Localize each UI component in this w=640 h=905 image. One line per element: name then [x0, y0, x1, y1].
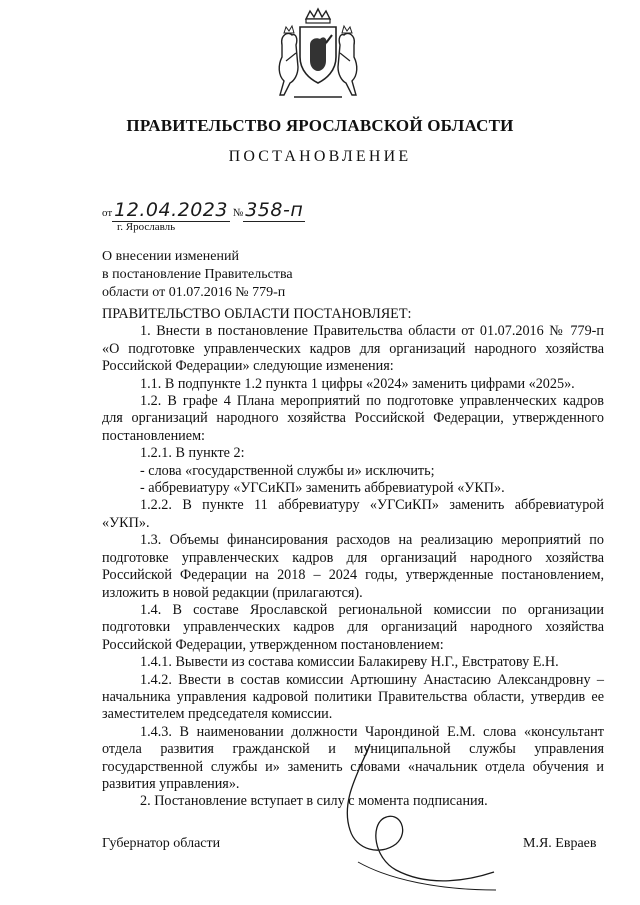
document-number: 358-п: [245, 199, 304, 221]
body-paragraph: 1. Внести в постановление Правительства области от 01.07.2016 № 779-п «О подготовке управленческих кадров для организаций народного хозяйства Российской Федерации» следующие изменения:: [102, 323, 604, 375]
subject-line: в постановление Правительства: [102, 267, 293, 282]
body-paragraph: 1.2.2. В пункте 11 аббревиатуру «УГСиКП» заменить аббревиатурой «УКП».: [102, 497, 604, 531]
body-paragraph: 1.4.2. Ввести в состав комиссии Артюшину Анастасию Александровну – начальника управления кадровой политики Правительства области, утвердив ее заместителем председателя комиссии.: [102, 671, 604, 723]
signatory-position: Губернатор области: [102, 836, 221, 851]
body-paragraph: 1.2. В графе 4 Плана мероприятий по подготовке управленческих кадров для организаций народного хозяйства Российской Федерации, утвержденного постановлением:: [102, 393, 604, 444]
body-paragraph: 1.1. В подпункте 1.2 пункта 1 цифры «2024» заменить цифрами «2025».: [140, 375, 575, 392]
document-body: [102, 306, 604, 811]
resolution-heading: ПРАВИТЕЛЬСТВО ОБЛАСТИ ПОСТАНОВЛЯЕТ:: [102, 306, 412, 322]
body-paragraph: 1.3. Объемы финансирования расходов на реализацию мероприятий по подготовке управленческих кадров для организаций народного хозяйства Российской Федерации на 2018 – 2024 годы, утвержденные постановлением, изложить в новой редакции (прилагаются).: [102, 532, 604, 601]
subject-line: области от 01.07.2016 № 779-п: [102, 285, 286, 300]
coat-of-arms-icon: [268, 5, 368, 105]
document-type: ПОСТАНОВЛЕНИЕ: [228, 148, 412, 165]
organization-title: ПРАВИТЕЛЬСТВО ЯРОСЛАВСКОЙ ОБЛАСТИ: [126, 116, 514, 135]
date-number-line: [102, 199, 305, 222]
body-paragraph: 2. Постановление вступает в силу с момента подписания.: [140, 793, 488, 810]
subject-line: О внесении изменений: [102, 249, 239, 264]
document-date: 12.04.2023: [114, 199, 228, 221]
body-paragraph: 1.4. В составе Ярославской региональной комиссии по организации подготовки управленческих кадров для организаций народного хозяйства Российской Федерации, утвержденном постановлением:: [102, 601, 604, 653]
body-paragraph: 1.4.1. Вывести из состава комиссии Балакиреву Н.Г., Евстратову Е.Н.: [140, 654, 559, 671]
date-from-label: от: [102, 207, 113, 219]
number-label: №: [232, 207, 244, 219]
body-paragraph: - слова «государственной службы и» исключить;: [140, 462, 435, 479]
signatory-name: М.Я. Евраев: [523, 836, 597, 851]
body-paragraph: - аббревиатуру «УГСиКП» заменить аббревиатурой «УКП».: [140, 480, 505, 497]
subject-block: [102, 248, 293, 302]
city-label: г. Ярославль: [117, 221, 176, 233]
handwritten-signature: [300, 740, 500, 900]
body-paragraph: 1.2.1. В пункте 2:: [140, 445, 245, 462]
body-paragraph: 1.4.3. В наименовании должности Чарондиной Е.М. слова «консультант отдела развития гражданской и муниципальной службы управления государственной службы и» заменить словами «начальник отдела обучения и развития управления».: [102, 723, 604, 792]
